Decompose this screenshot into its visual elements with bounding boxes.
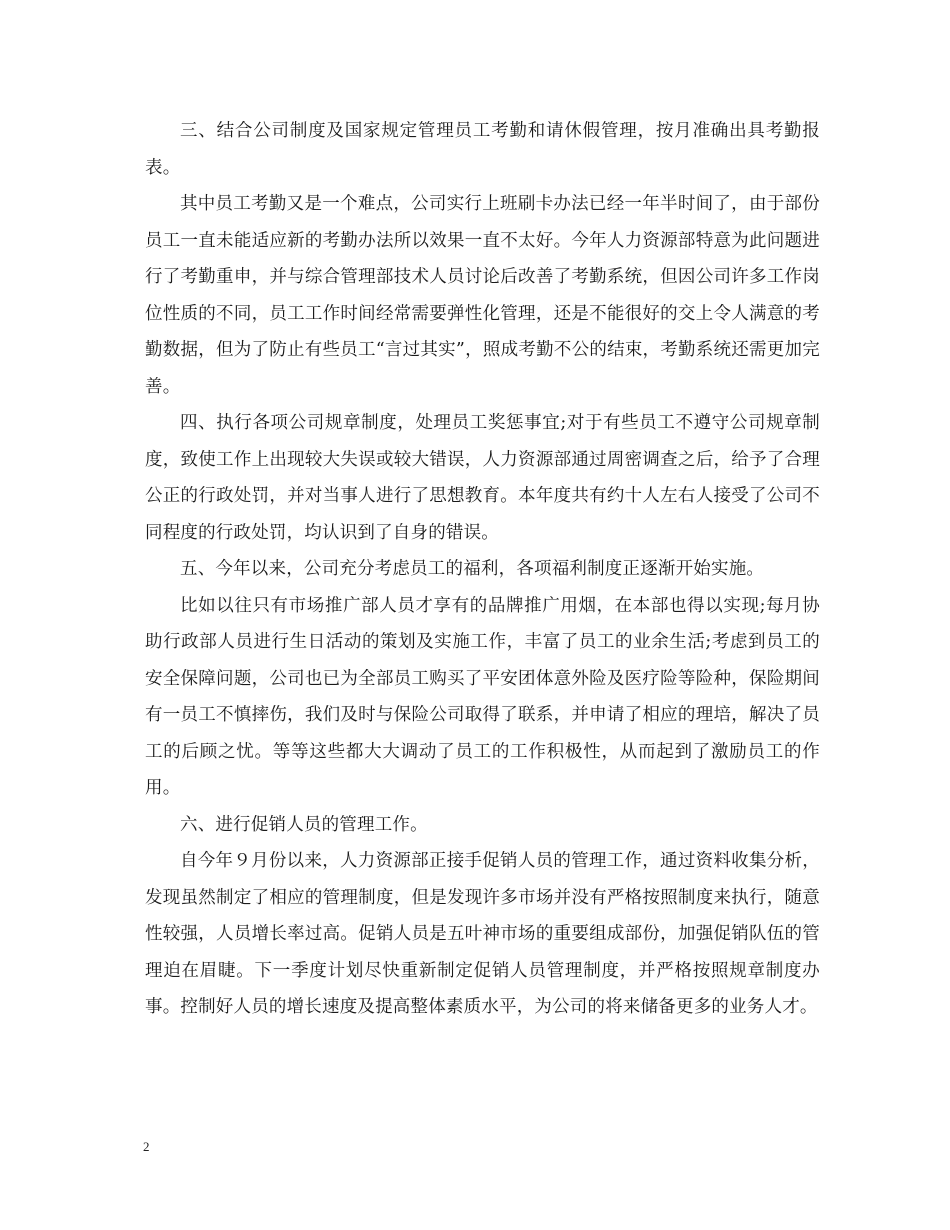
paragraph-promoter-detail: 自今年９月份以来，人力资源部正接手促销人员的管理工作，通过资料收集分析，发现虽然制定了相应的管理制度，但是发现许多市场并没有严格按照制度来执行，随意性较强，人员增长率过高。促销人员是五叶神市场的重要组成部份，加强促销队伍的管理迫在眉睫。下一季度计划尽快重新制定促销人员管理制度，并严格按照规章制度办事。控制好人员的增长速度及提高整体素质水平，为公司的将来储备更多的业务人才。 xyxy=(145,851,820,1017)
paragraph-welfare-detail: 比如以往只有市场推广部人员才享有的品牌推广用烟，在本部也得以实现;每月协助行政部人员进行生日活动的策划及实施工作，丰富了员工的业余生活;考虑到员工的安全保障问题，公司也已为全部员工购买了平安团体意外险及医疗险等险种，保险期间有一员工不慎摔伤，我们及时与保险公司取得了联系，并申请了相应的理培，解决了员工的后顾之忧。等等这些都大大调动了员工的工作积极性，从而起到了激励员工的作用。 xyxy=(145,595,820,798)
document-body xyxy=(145,113,820,1026)
paragraph-rules-discipline: 四、执行各项公司规章制度，处理员工奖惩事宜;对于有些员工不遵守公司规章制度，致使工作上出现较大失误或较大错误，人力资源部通过周密调查之后，给予了合理公正的行政处罚，并对当事人进行了思想教育。本年度共有约十人左右人接受了公司不同程度的行政处罚，均认识到了自身的错误。 xyxy=(145,413,820,543)
paragraph-welfare-heading: 五、今年以来，公司充分考虑员工的福利，各项福利制度正逐渐开始实施。 xyxy=(180,559,765,579)
paragraph-attendance-detail: 其中员工考勤又是一个难点，公司实行上班刷卡办法已经一年半时间了，由于部份员工一直未能适应新的考勤办法所以效果一直不太好。今年人力资源部特意为此问题进行了考勤重申，并与综合管理部技术人员讨论后改善了考勤系统，但因公司许多工作岗位性质的不同，员工工作时间经常需要弹性化管理，还是不能很好的交上令人满意的考勤数据，但为了防止有些员工“言过其实”，照成考勤不公的结束，考勤系统还需更加完善。 xyxy=(145,194,820,397)
paragraph-promoter-heading: 六、进行促销人员的管理工作。 xyxy=(180,814,428,835)
page-number: 2 xyxy=(143,1139,150,1154)
paragraph-attendance-heading: 三、结合公司制度及国家规定管理员工考勤和请休假管理，按月准确出具考勤报表。 xyxy=(145,121,820,178)
